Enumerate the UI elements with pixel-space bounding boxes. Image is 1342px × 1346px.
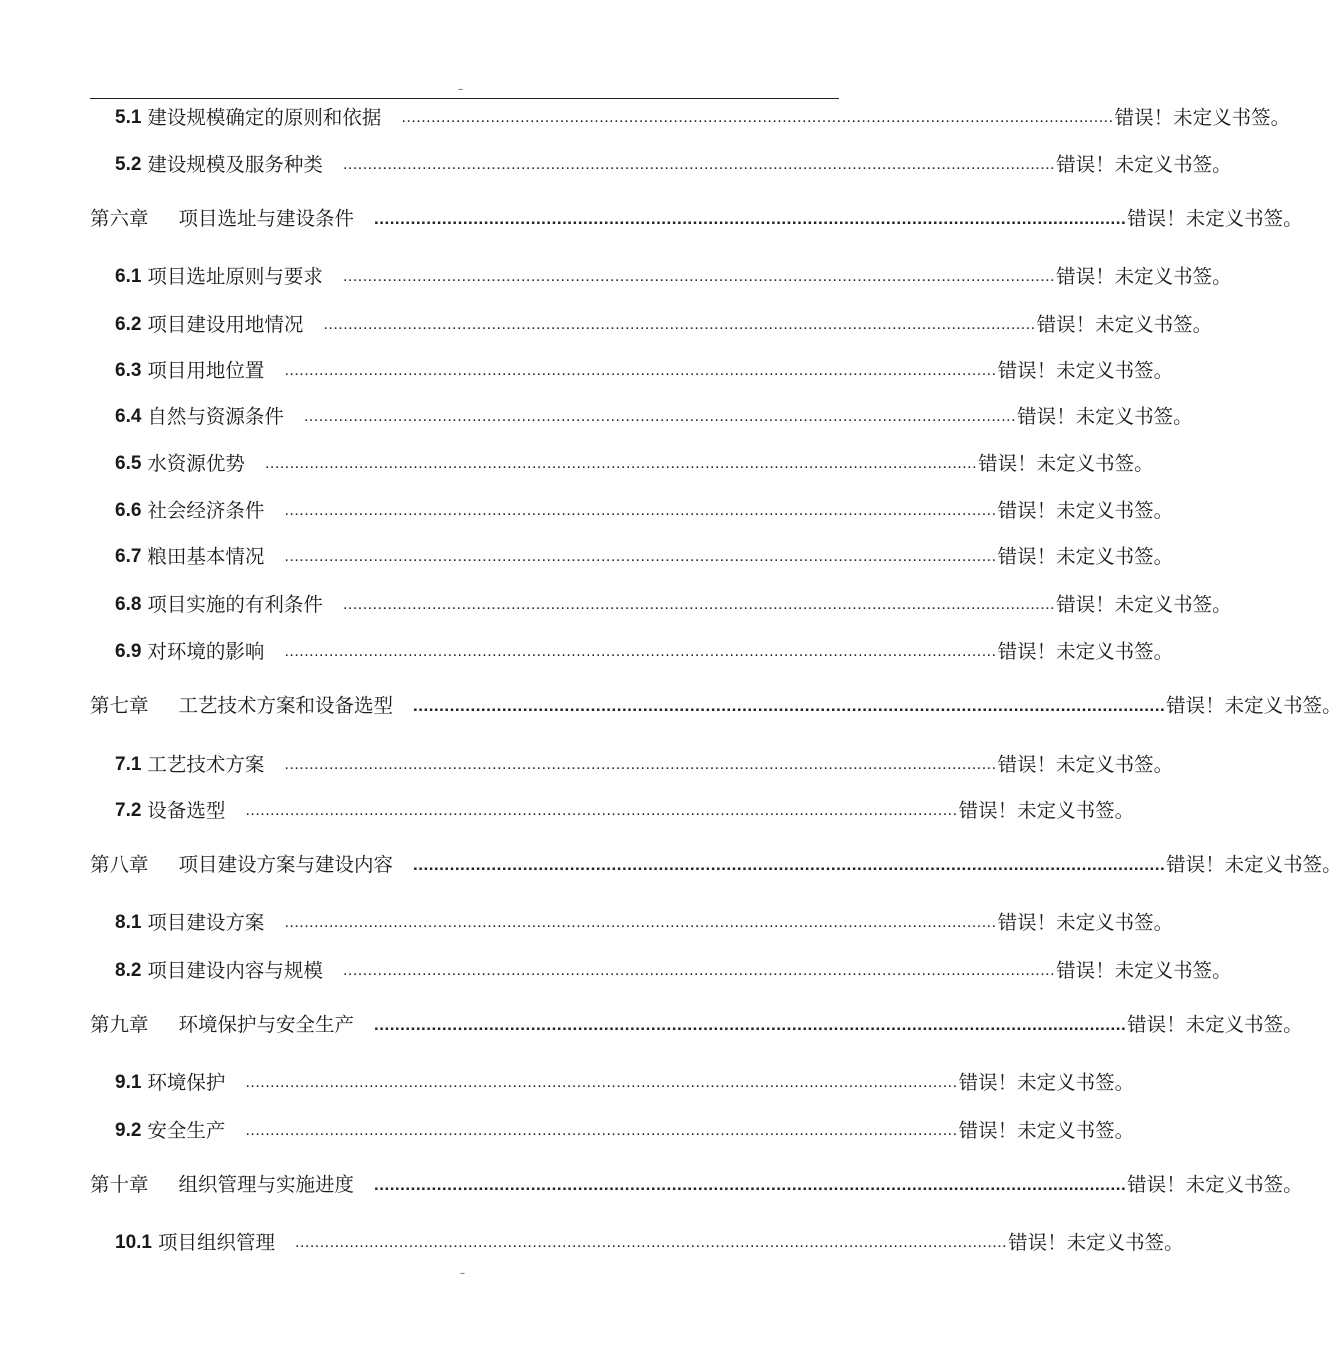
entry-title: 水资源优势 xyxy=(147,452,245,475)
page-reference: 错误！未定义书签。 xyxy=(1166,853,1342,876)
entry-title: 工艺技术方案 xyxy=(147,753,265,776)
section-number: 6.7 xyxy=(115,546,142,567)
toc-section-entry[interactable] xyxy=(115,1228,1184,1258)
page-reference: 错误！未定义书签。 xyxy=(1036,313,1213,336)
dot-leader: ................................................................................................................................................ xyxy=(245,1074,958,1091)
section-number: 5.2 xyxy=(115,154,142,175)
toc-chapter-entry[interactable] xyxy=(90,204,1303,234)
page-reference: 错误！未定义书签。 xyxy=(958,1119,1135,1142)
page-reference: 错误！未定义书签。 xyxy=(997,640,1174,663)
dot-leader: ................................................................................................................................................ xyxy=(303,408,1017,425)
toc-chapter-entry[interactable] xyxy=(90,1010,1303,1040)
dot-leader: ................................................................................................................................................ xyxy=(264,455,978,472)
page-reference: 错误！未定义书签。 xyxy=(1056,593,1232,616)
entry-title: 建设规模确定的原则和依据 xyxy=(147,106,382,129)
toc-chapter-entry[interactable] xyxy=(90,691,1342,721)
toc-chapter-entry[interactable] xyxy=(90,1170,1303,1200)
entry-title: 环境保护与安全生产 xyxy=(178,1013,355,1036)
entry-title: 自然与资源条件 xyxy=(147,405,284,428)
dot-leader: ................................................................................................................................................ xyxy=(342,156,1056,173)
entry-title: 项目建设方案与建设内容 xyxy=(178,853,394,876)
section-number: 8.1 xyxy=(115,912,142,933)
toc-section-entry[interactable] xyxy=(115,796,1135,826)
toc-section-entry[interactable] xyxy=(115,402,1193,432)
toc-section-entry[interactable] xyxy=(115,356,1174,386)
page-reference: 错误！未定义书签。 xyxy=(997,911,1174,934)
dot-leader: ................................................................................................................................................ xyxy=(245,1122,958,1139)
dot-leader: ................................................................................................................................................ xyxy=(374,1175,1127,1194)
toc-section-entry[interactable] xyxy=(115,449,1154,479)
dot-leader: ................................................................................................................................................ xyxy=(284,362,997,379)
section-number: 6.4 xyxy=(115,406,142,427)
dot-leader: ................................................................................................................................................ xyxy=(284,756,997,773)
header-mark: -- xyxy=(458,84,462,94)
dot-leader: ................................................................................................................................................ xyxy=(323,316,1036,333)
page-reference: 错误！未定义书签。 xyxy=(997,753,1174,776)
page-reference: 错误！未定义书签。 xyxy=(1166,694,1342,717)
page-reference: 错误！未定义书签。 xyxy=(1017,405,1193,428)
page-reference: 错误！未定义书签。 xyxy=(1114,106,1291,129)
dot-leader: ................................................................................................................................................ xyxy=(413,696,1166,715)
section-number: 6.6 xyxy=(115,500,142,521)
section-number: 6.2 xyxy=(115,314,142,335)
toc-section-entry[interactable] xyxy=(115,956,1232,986)
section-number: 9.2 xyxy=(115,1120,142,1141)
dot-leader: ................................................................................................................................................ xyxy=(284,914,997,931)
dot-leader: ................................................................................................................................................ xyxy=(374,1015,1127,1034)
page-reference: 错误！未定义书签。 xyxy=(1127,207,1303,230)
entry-title: 项目选址与建设条件 xyxy=(178,207,355,230)
entry-title: 项目建设内容与规模 xyxy=(147,959,323,982)
chapter-label: 第十章 xyxy=(90,1173,149,1196)
page-reference: 错误！未定义书签。 xyxy=(997,545,1174,568)
section-number: 7.1 xyxy=(115,754,142,775)
entry-title: 对环境的影响 xyxy=(147,640,265,663)
section-number: 6.5 xyxy=(115,453,142,474)
toc-section-entry[interactable] xyxy=(115,542,1174,572)
dot-leader: ................................................................................................................................................ xyxy=(295,1234,1008,1251)
dot-leader: ................................................................................................................................................ xyxy=(413,855,1166,874)
section-number: 6.9 xyxy=(115,641,142,662)
toc-section-entry[interactable] xyxy=(115,908,1174,938)
toc-section-entry[interactable] xyxy=(115,590,1232,620)
page-reference: 错误！未定义书签。 xyxy=(958,799,1135,822)
page-reference: 错误！未定义书签。 xyxy=(997,359,1174,382)
dot-leader: ................................................................................................................................................ xyxy=(284,548,997,565)
section-number: 6.3 xyxy=(115,360,142,381)
dot-leader: ................................................................................................................................................ xyxy=(284,502,997,519)
page-reference: 错误！未定义书签。 xyxy=(1056,265,1232,288)
dot-leader: ................................................................................................................................................ xyxy=(284,643,997,660)
entry-title: 工艺技术方案和设备选型 xyxy=(178,694,394,717)
entry-title: 粮田基本情况 xyxy=(147,545,265,568)
toc-section-entry[interactable] xyxy=(115,496,1174,526)
entry-title: 项目建设方案 xyxy=(147,911,265,934)
section-number: 9.1 xyxy=(115,1072,142,1093)
toc-section-entry[interactable] xyxy=(115,310,1213,340)
section-number: 6.1 xyxy=(115,266,142,287)
dot-leader: ................................................................................................................................................ xyxy=(342,268,1056,285)
dot-leader: ................................................................................................................................................ xyxy=(342,962,1056,979)
page-reference: 错误！未定义书签。 xyxy=(958,1071,1135,1094)
dot-leader: ................................................................................................................................................ xyxy=(374,209,1127,228)
dot-leader: ................................................................................................................................................ xyxy=(245,802,958,819)
toc-section-entry[interactable] xyxy=(115,1068,1135,1098)
page-reference: 错误！未定义书签。 xyxy=(1056,153,1232,176)
entry-title: 组织管理与实施进度 xyxy=(178,1173,355,1196)
section-number: 5.1 xyxy=(115,107,142,128)
entry-title: 建设规模及服务种类 xyxy=(147,153,323,176)
section-number: 6.8 xyxy=(115,594,142,615)
page-reference: 错误！未定义书签。 xyxy=(978,452,1154,475)
chapter-label: 第九章 xyxy=(90,1013,149,1036)
entry-title: 项目组织管理 xyxy=(157,1231,275,1254)
dot-leader: ................................................................................................................................................ xyxy=(401,109,1114,126)
toc-section-entry[interactable] xyxy=(115,150,1232,180)
entry-title: 社会经济条件 xyxy=(147,499,265,522)
page-reference: 错误！未定义书签。 xyxy=(1008,1231,1184,1254)
entry-title: 项目用地位置 xyxy=(147,359,265,382)
chapter-label: 第六章 xyxy=(90,207,149,230)
footer-mark: -- xyxy=(460,1268,464,1278)
section-number: 8.2 xyxy=(115,960,142,981)
toc-section-entry[interactable] xyxy=(115,750,1174,780)
section-number: 7.2 xyxy=(115,800,142,821)
chapter-label: 第八章 xyxy=(90,853,149,876)
toc-chapter-entry[interactable] xyxy=(90,850,1342,880)
page-reference: 错误！未定义书签。 xyxy=(1127,1013,1303,1036)
entry-title: 项目建设用地情况 xyxy=(147,313,304,336)
entry-title: 设备选型 xyxy=(147,799,226,822)
page-reference: 错误！未定义书签。 xyxy=(1127,1173,1303,1196)
dot-leader: ................................................................................................................................................ xyxy=(342,596,1056,613)
chapter-label: 第七章 xyxy=(90,694,149,717)
entry-title: 安全生产 xyxy=(147,1119,226,1142)
toc-section-entry[interactable] xyxy=(115,637,1174,667)
toc-section-entry[interactable] xyxy=(115,1116,1135,1146)
entry-title: 环境保护 xyxy=(147,1071,226,1094)
section-number: 10.1 xyxy=(115,1232,152,1253)
toc-section-entry[interactable] xyxy=(115,262,1232,292)
entry-title: 项目选址原则与要求 xyxy=(147,265,323,288)
entry-title: 项目实施的有利条件 xyxy=(147,593,323,616)
page-reference: 错误！未定义书签。 xyxy=(997,499,1174,522)
toc-section-entry[interactable] xyxy=(115,103,1291,133)
page-reference: 错误！未定义书签。 xyxy=(1056,959,1232,982)
